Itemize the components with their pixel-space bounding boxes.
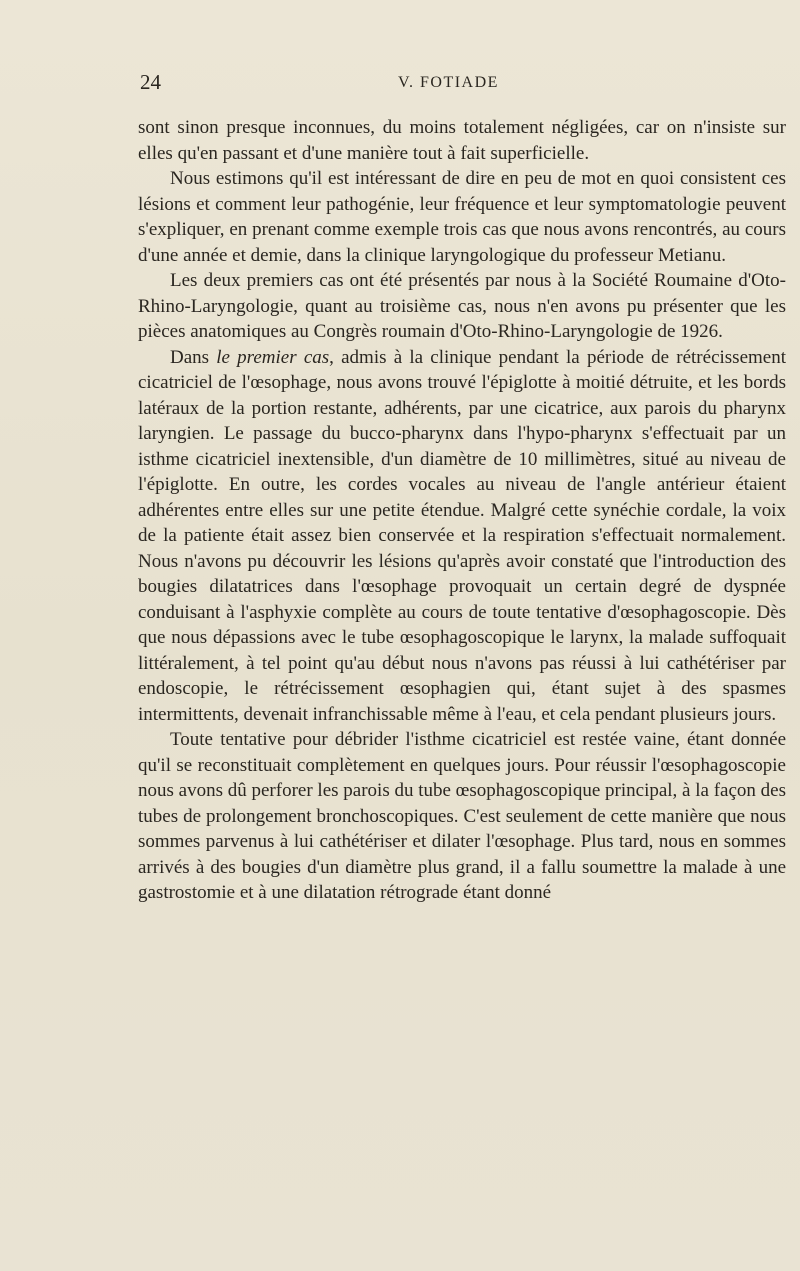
first-case-lead: Dans <box>170 346 217 368</box>
paragraph-continuation: sont sinon presque inconnues, du moins totalement négligées, car on n'insiste sur elles qu'en passant et d'une manière tout à fait superficielle. <box>138 117 786 164</box>
page-header <box>140 70 785 100</box>
page-number: 24 <box>140 70 161 94</box>
paragraph-cases: Les deux premiers cas ont été présentés par nous à la Société Roumaine d'Oto-Rhino-Laryngologie, quant au troisième cas, nous n'en avons pu présenter que les pièces anatomiques au Congrès roumain d'Oto-Rhino-Laryngologie de 1926. <box>138 270 786 342</box>
first-case-text: , admis à la clinique pendant la période de rétrécissement cicatriciel de l'œsophage, nous avons trouvé l'épiglotte à moitié détruite, et les bords latéraux de la portion restante, adhérents, par une cicatrice, aux parois du pharynx laryngien. Le passage du bucco-pharynx dans l'hypo-pharynx s'effectuait par un isthme cicatriciel inextensible, d'un diamètre de 10 millimètres, situé au niveau de l'épiglotte. En outre, les cordes vocales au niveau de l'angle antérieur étaient adhérentes entre elles sur une petite étendue. Malgré cette synéchie cordale, la voix de la patiente était assez bien conservée et la respiration s'effectuait normalement. Nous n'avons pu découvrir les lésions qu'après avoir constaté que l'introduction des bougies dilatatrices dans l'œsophage provoquait un certain degré de dyspnée conduisant à l'asphyxie complète au cours de toute tentative d'œsophagoscopie. Dès que nous dépassions avec le tube œsophagoscopique le larynx, la malade suffoquait littéralement, à tel point qu'au début nous n'avons pas réussi à lui cathétériser par endoscopie, le rétrécissement œsophagien qui, étant sujet à des spasmes intermittents, devenait infranchissable même à l'eau, et cela pendant plusieurs jours. <box>138 346 786 725</box>
first-case-italic: le premier cas <box>216 346 330 368</box>
body-text <box>138 115 786 906</box>
paragraph-first-case <box>138 345 786 728</box>
paragraph-isthmus: Toute tentative pour débrider l'isthme cicatriciel est restée vaine, étant donnée qu'il se reconstituait complètement en quelques jours. Pour réussir l'œsophagoscopie nous avons dû perforer les parois du tube œsophagoscopique principal, à la façon des tubes de prolongement bronchoscopiques. C'est seulement de cette manière que nous sommes parvenus à lui cathétériser et dilater l'œsophage. Plus tard, nous en sommes arrivés à des bougies d'un diamètre plus grand, il a fallu soumettre la malade à une gastrostomie et à une dilatation rétrograde étant donné <box>138 729 786 903</box>
paragraph-lesions: Nous estimons qu'il est intéressant de dire en peu de mot en quoi consistent ces lésions et comment leur pathogénie, leur fréquence et leur symptomatologie peuvent s'expliquer, en prenant comme exemple trois cas que nous avons rencontrés, au cours d'une année et demie, dans la clinique laryngologique du professeur Metianu. <box>138 168 786 266</box>
running-head: V. FOTIADE <box>398 74 499 91</box>
